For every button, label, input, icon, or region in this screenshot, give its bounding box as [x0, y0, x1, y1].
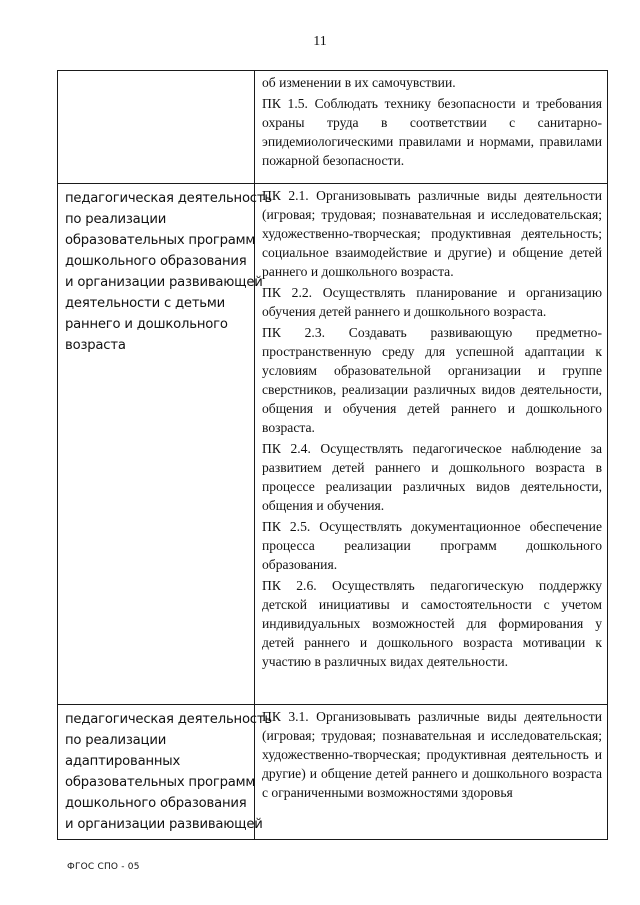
activity-cell: [58, 71, 255, 184]
competency-text: ПК 2.3. Создавать развивающую предметно-пространственную среду для успешной адаптации к условиям образовательной организации и группе сверстников, реализации различных видов деятельности, общения и обучения детей раннего и дошкольного возраста.: [262, 325, 602, 435]
competency-text: ПК 2.2. Осуществлять планирование и организацию обучения детей раннего и дошкольного возраста.: [262, 285, 602, 319]
competency-cell: [255, 71, 608, 184]
table-row: [58, 184, 608, 705]
competency-text: об изменении в их самочувствии.: [262, 75, 456, 90]
competency-cell: [255, 705, 608, 840]
activity-line: деятельности с детьми: [65, 296, 225, 311]
activity-line: образовательных программ: [65, 775, 256, 790]
activity-line: образовательных программ: [65, 233, 256, 248]
table-row: [58, 705, 608, 840]
competency-text: ПК 2.6. Осуществлять педагогическую поддержку детской инициативы и самостоятельности с учетом индивидуальных возможностей для формирования у детей раннего и дошкольного возраста мотивации к участию в различных видах деятельности.: [262, 578, 602, 669]
activity-line: по реализации: [65, 212, 167, 227]
activity-line: раннего и дошкольного: [65, 317, 228, 332]
table-row: [58, 71, 608, 184]
activity-line: дошкольного образования: [65, 254, 247, 269]
activity-line: и организации развивающей: [65, 275, 263, 290]
activity-line: педагогическая деятельность: [65, 712, 272, 727]
competency-cell: [255, 184, 608, 705]
document-footer: ФГОС СПО - 05: [67, 862, 140, 872]
competency-text: ПК 2.1. Организовывать различные виды деятельности (игровая; трудовая; познавательная и исследовательская; художественно-творческая; продуктивная деятельность; социальное взаимодействие и другие) и общение детей раннего и дошкольного возраста.: [262, 188, 602, 279]
activity-line: по реализации: [65, 733, 167, 748]
activity-cell: [58, 184, 272, 705]
competency-text: ПК 2.5. Осуществлять документационное обеспечение процесса реализации программ дошкольного образования.: [262, 519, 602, 572]
activity-line: адаптированных: [65, 754, 181, 769]
page-number: 11: [313, 34, 327, 49]
activity-cell: [58, 705, 272, 840]
activity-line: возраста: [65, 338, 126, 353]
competency-text: ПК 3.1. Организовывать различные виды деятельности (игровая; трудовая; познавательная и исследовательская; художественно-творческая; продуктивная деятельность и другие) и общение детей раннего и дошкольного возраста с ограниченными возможностями здоровья: [262, 709, 602, 800]
competency-text: ПК 1.5. Соблюдать технику безопасности и требования охраны труда в соответствии с санитарно-эпидемиологическими правилами и нормами, правилами пожарной безопасности.: [262, 96, 602, 168]
activity-line: дошкольного образования: [65, 796, 247, 811]
competency-text: ПК 2.4. Осуществлять педагогическое наблюдение за развитием детей раннего и дошкольного возраста в процессе реализации различных видов деятельности, общения и обучения.: [262, 441, 602, 513]
competencies-table: [57, 70, 608, 840]
activity-line: педагогическая деятельность: [65, 191, 272, 206]
activity-line: и организации развивающей: [65, 817, 263, 832]
